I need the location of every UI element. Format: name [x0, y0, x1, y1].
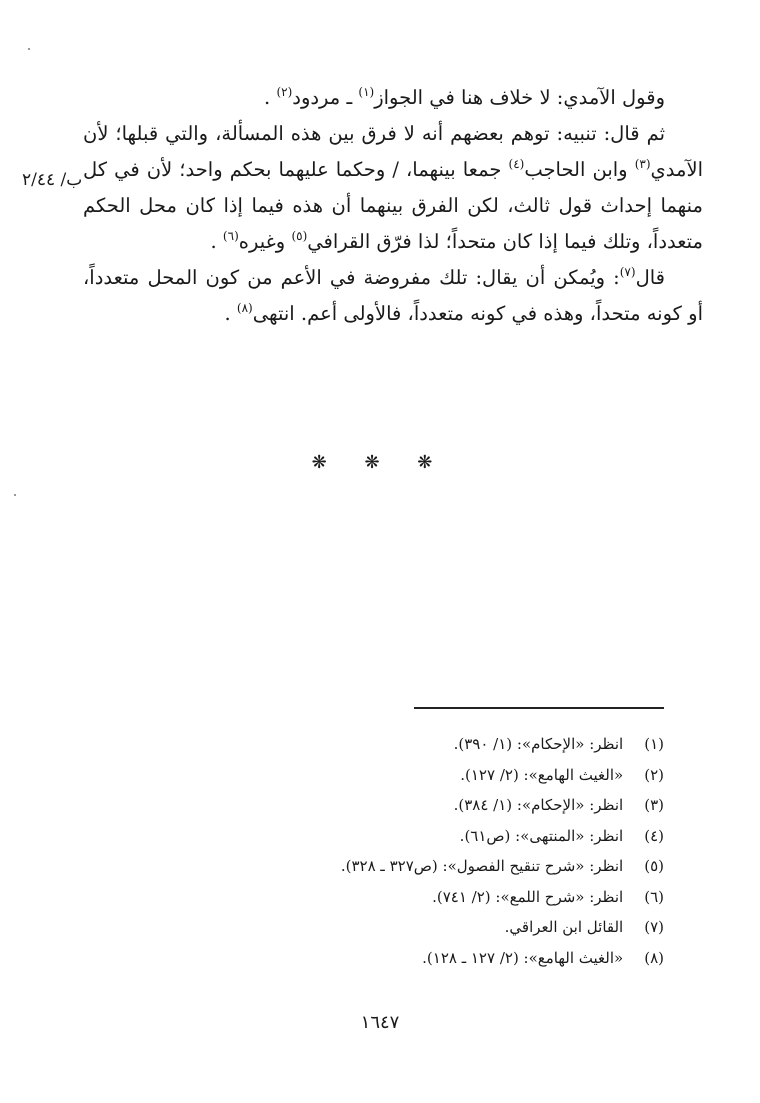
footnote-number: (٦) — [644, 887, 664, 906]
footnote-number: (٥) — [644, 857, 664, 875]
main-text — [83, 80, 703, 332]
footnote-text: انظر: «الإحكام»: (١/ ٣٨٤). — [453, 796, 624, 814]
footnote-item — [244, 914, 664, 945]
footnote-number: (٣) — [644, 796, 664, 814]
scan-speck — [14, 494, 16, 496]
footnote-item — [244, 853, 664, 884]
footnote-text: انظر: «المنتهى»: (ص٦١). — [459, 826, 624, 845]
footnote-item — [244, 823, 664, 854]
footnotes — [244, 731, 664, 975]
footnote-item — [244, 884, 664, 915]
footnote-item — [244, 792, 664, 823]
footnote-item — [244, 762, 664, 793]
footnote-ref-5[interactable]: (٥) — [291, 229, 308, 243]
footnote-number: (١) — [644, 735, 664, 753]
footnote-ref-6[interactable]: (٦) — [222, 229, 239, 243]
section-divider-ornament: ❋ ❋ ❋ — [311, 452, 449, 473]
footnote-text: انظر: «شرح اللمع»: (٢/ ٧٤١). — [432, 887, 624, 906]
paragraph-3: قال$^{(٧)}$: ويُمكن أن يقال: تلك مفروضة في الأعم من كون المحل متعدداً، أو كونه متحداً، وهذه في كونه متعدداً، فالأولى أعم. انتهى$^{(٨)}$ . — [83, 265, 703, 325]
footnote-ref-4[interactable]: (٤) — [508, 157, 525, 171]
footnote-separator — [414, 707, 664, 709]
footnote-item — [244, 731, 664, 762]
scan-speck — [28, 48, 30, 50]
footnote-item — [244, 945, 664, 976]
footnote-text: انظر: «الإحكام»: (١/ ٣٩٠). — [453, 735, 624, 753]
footnote-number: (٤) — [644, 826, 664, 845]
footnote-ref-2[interactable]: (٢) — [276, 85, 293, 99]
footnote-ref-8[interactable]: (٨) — [236, 301, 253, 315]
footnote-text: انظر: «شرح تنقيح الفصول»: (ص٣٢٧ ـ ٣٢٨). — [340, 857, 624, 875]
footnote-text: القائل ابن العراقي. — [504, 918, 624, 936]
footnote-ref-1[interactable]: (١) — [358, 85, 375, 99]
footnote-text: «الغيث الهامع»: (٢/ ١٢٧). — [460, 765, 624, 784]
footnote-number: (٧) — [644, 918, 664, 936]
footnote-ref-3[interactable]: (٣) — [634, 157, 651, 171]
paragraph-1: وقول الآمدي: لا خلاف هنا في الجواز$^{(١)}$ ـ مردود$^{(٢)}$ . — [264, 85, 665, 109]
footnote-number: (٨) — [644, 948, 664, 967]
manuscript-folio-marker: ب/ ٢/٤٤ — [22, 170, 83, 190]
footnote-ref-7[interactable]: (٧) — [619, 265, 636, 279]
page-number: ١٦٤٧ — [360, 1012, 400, 1033]
footnote-number: (٢) — [644, 765, 664, 784]
paragraph-2: ثم قال: تنبيه: توهم بعضهم أنه لا فرق بين هذه المسألة، والتي قبلها؛ لأن الآمدي$^{(٣)}$ وابن الحاجب$^{(٤)}$ جمعا بينهما، / وحكما عليهما بحكم واحد؛ لأن في كل منهما إحداث قول ثالث، لكن الفرق بينهما أن هذه فيما إذا كان محل الحكم متعدداً، وتلك فيما إذا كان متحداً؛ لذا فرّق القرافي$^{(٥)}$ وغيره$^{(٦)}$ . — [83, 122, 703, 253]
footnote-text: «الغيث الهامع»: (٢/ ١٢٧ ـ ١٢٨). — [422, 948, 624, 967]
